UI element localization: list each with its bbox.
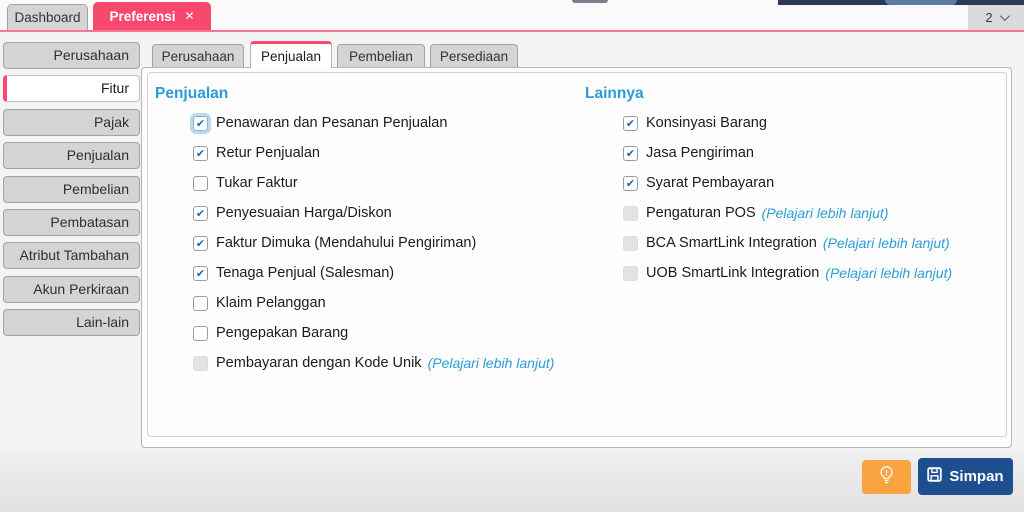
sidebar-item-pembatasan[interactable]: Pembatasan	[3, 209, 140, 236]
sidebar-item-atribut-tambahan[interactable]: Atribut Tambahan	[3, 242, 140, 269]
feature-rows-lainnya	[623, 108, 952, 288]
top-tab-bar	[0, 0, 1024, 32]
sidebar-item-pembelian[interactable]: Pembelian	[3, 176, 140, 203]
content-tab-perusahaan[interactable]: Perusahaan	[152, 44, 244, 67]
feature-label: Faktur Dimuka (Mendahului Pengiriman)	[216, 235, 477, 251]
feature-rows-penjualan	[193, 108, 554, 378]
content-tab-pembelian[interactable]: Pembelian	[337, 44, 425, 67]
feature-label: Syarat Pembayaran	[646, 175, 775, 191]
feature-row-uob-smartlink-integration	[623, 258, 952, 288]
checkbox-bca-smartlink-integration	[623, 236, 638, 251]
window-chrome-highlight	[885, 0, 957, 5]
feature-row-tukar-faktur	[193, 168, 554, 198]
checkbox-retur-penjualan[interactable]: ✔	[193, 146, 208, 161]
sidebar-item-lain-lain[interactable]: Lain-lain	[3, 309, 140, 336]
learn-more-link[interactable]: (Pelajari lebih lanjut)	[427, 355, 555, 371]
sidebar-item-penjualan[interactable]: Penjualan	[3, 142, 140, 169]
checkbox-jasa-pengiriman[interactable]: ✔	[623, 146, 638, 161]
save-floppy-icon	[927, 467, 942, 486]
checkbox-penawaran-dan-pesanan-penjualan[interactable]: ✔	[193, 116, 208, 131]
checkbox-tukar-faktur[interactable]	[193, 176, 208, 191]
window-tab-label: Dashboard	[14, 10, 81, 25]
feature-row-penawaran-dan-pesanan-penjualan	[193, 108, 554, 138]
feature-row-retur-penjualan	[193, 138, 554, 168]
feature-label: Pembayaran dengan Kode Unik	[216, 355, 422, 371]
feature-label: Tukar Faktur	[216, 175, 298, 191]
section-title-lainnya: Lainnya	[585, 85, 644, 102]
feature-label: Klaim Pelanggan	[216, 295, 326, 311]
sidebar-item-akun-perkiraan[interactable]: Akun Perkiraan	[3, 276, 140, 303]
lightbulb-icon	[878, 465, 895, 489]
feature-row-pembayaran-dengan-kode-unik	[193, 348, 554, 378]
feature-label: Penawaran dan Pesanan Penjualan	[216, 115, 448, 131]
feature-row-jasa-pengiriman	[623, 138, 952, 168]
feature-label: UOB SmartLink Integration	[646, 265, 820, 281]
feature-row-konsinyasi-barang	[623, 108, 952, 138]
checkbox-pembayaran-dengan-kode-unik	[193, 356, 208, 371]
learn-more-link[interactable]: (Pelajari lebih lanjut)	[822, 235, 950, 251]
window-tab-label: Preferensi	[109, 8, 176, 24]
feature-label: BCA SmartLink Integration	[646, 235, 817, 251]
checkbox-penyesuaian-harga-diskon[interactable]: ✔	[193, 206, 208, 221]
chevron-down-icon	[1000, 11, 1010, 21]
learn-more-link[interactable]: (Pelajari lebih lanjut)	[825, 265, 953, 281]
close-icon[interactable]: ✕	[184, 9, 195, 23]
checkbox-konsinyasi-barang[interactable]: ✔	[623, 116, 638, 131]
feature-row-penyesuaian-harga-diskon	[193, 198, 554, 228]
checkbox-klaim-pelanggan[interactable]	[193, 296, 208, 311]
feature-row-klaim-pelanggan	[193, 288, 554, 318]
feature-row-faktur-dimuka-mendahului-pengiriman	[193, 228, 554, 258]
content-tab-persediaan[interactable]: Persediaan	[430, 44, 518, 67]
preferences-sidebar	[3, 42, 140, 343]
feature-label: Jasa Pengiriman	[646, 145, 754, 161]
content-tab-penjualan[interactable]: Penjualan	[250, 41, 332, 68]
checkbox-syarat-pembayaran[interactable]: ✔	[623, 176, 638, 191]
notification-dropdown[interactable]	[968, 5, 1024, 30]
feature-row-tenaga-penjual-salesman	[193, 258, 554, 288]
feature-row-syarat-pembayaran	[623, 168, 952, 198]
checkbox-pengepakan-barang[interactable]	[193, 326, 208, 341]
feature-label: Penyesuaian Harga/Diskon	[216, 205, 392, 221]
sidebar-item-perusahaan[interactable]: Perusahaan	[3, 42, 140, 69]
sidebar-item-fitur[interactable]: Fitur	[3, 75, 140, 102]
feature-row-pengepakan-barang	[193, 318, 554, 348]
sidebar-item-pajak[interactable]: Pajak	[3, 109, 140, 136]
feature-label: Konsinyasi Barang	[646, 115, 767, 131]
notification-count: 2	[985, 10, 993, 25]
feature-label: Pengepakan Barang	[216, 325, 349, 341]
checkbox-tenaga-penjual-salesman[interactable]: ✔	[193, 266, 208, 281]
feature-label: Pengaturan POS	[646, 205, 756, 221]
save-button[interactable]	[918, 458, 1013, 495]
section-title-penjualan: Penjualan	[155, 85, 229, 102]
feature-label: Tenaga Penjual (Salesman)	[216, 265, 395, 281]
feature-row-pengaturan-pos	[623, 198, 952, 228]
learn-more-link[interactable]: (Pelajari lebih lanjut)	[761, 205, 889, 221]
checkbox-pengaturan-pos	[623, 206, 638, 221]
feature-row-bca-smartlink-integration	[623, 228, 952, 258]
hint-button[interactable]	[862, 460, 911, 494]
window-tab-preferensi[interactable]	[93, 2, 211, 30]
feature-label: Retur Penjualan	[216, 145, 320, 161]
window-tab-dashboard[interactable]	[7, 4, 88, 30]
window-chrome-blob	[572, 0, 608, 3]
checkbox-uob-smartlink-integration	[623, 266, 638, 281]
save-button-label: Simpan	[949, 468, 1004, 485]
checkbox-faktur-dimuka-mendahului-pengiriman[interactable]: ✔	[193, 236, 208, 251]
